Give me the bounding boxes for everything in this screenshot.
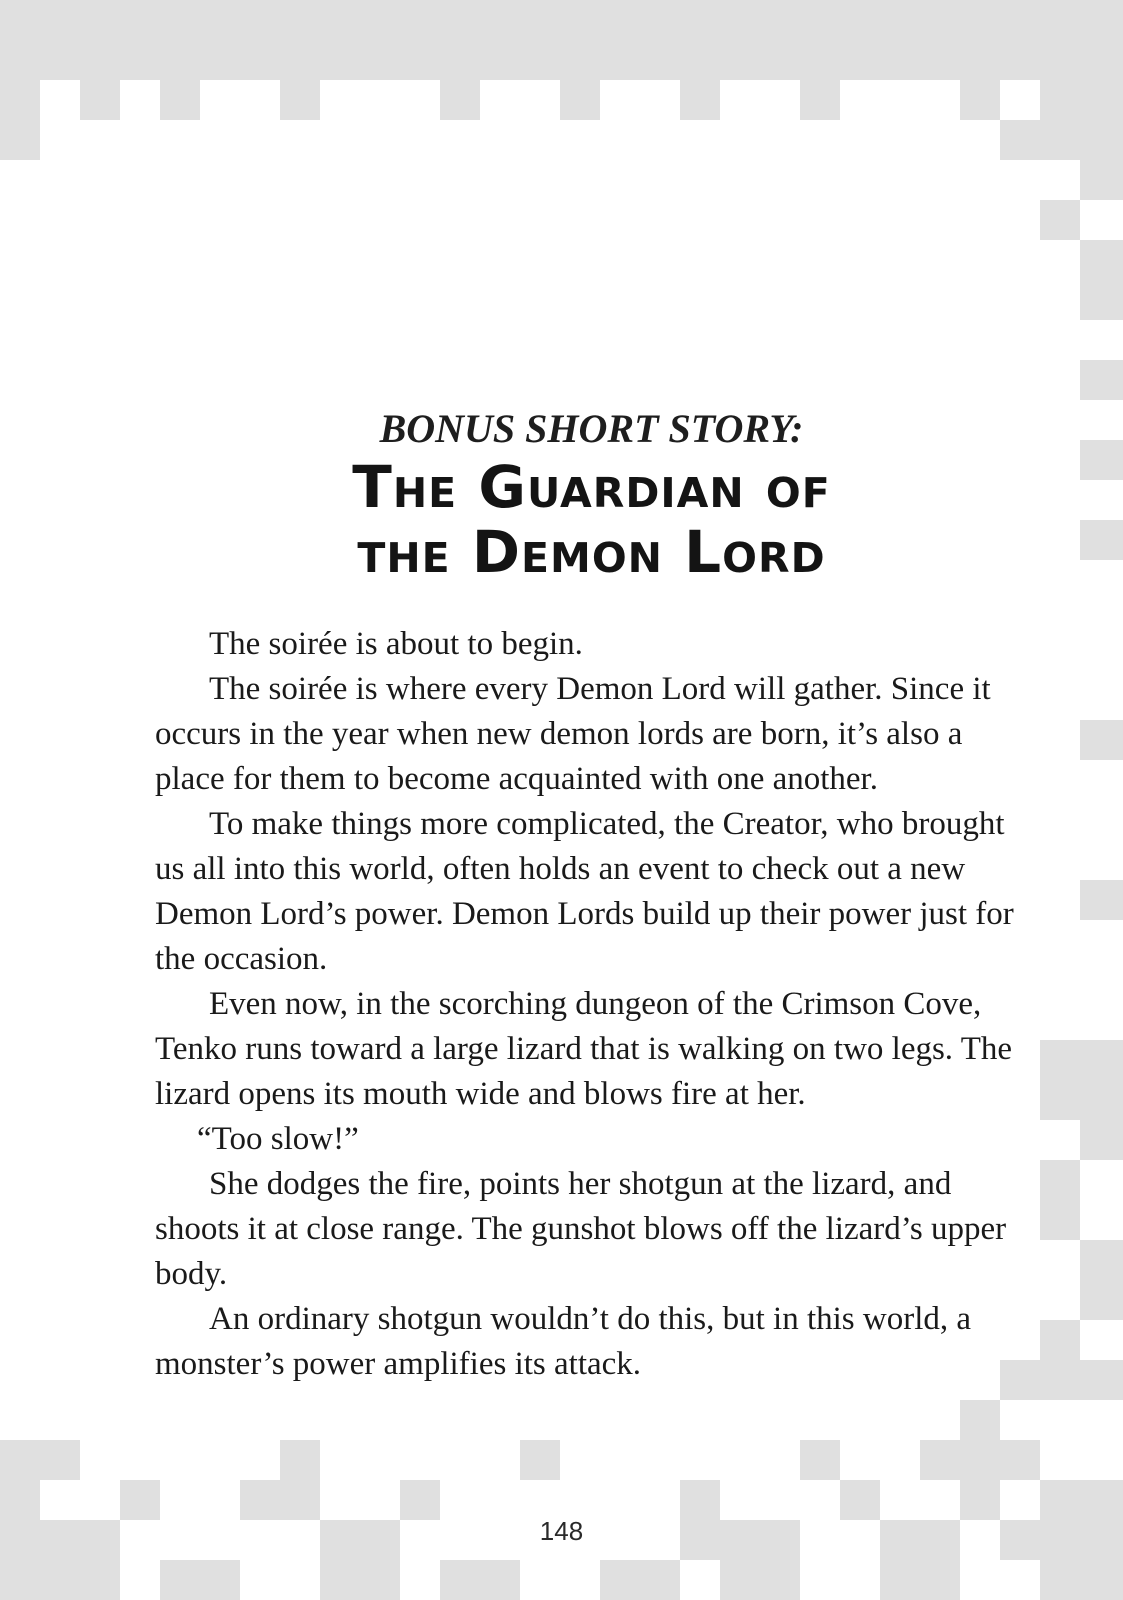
paragraph: She dodges the fire, points her shotgun at the lizard, and shoots it at close range. The gunshot blows off the lizard’s upper body. bbox=[155, 1166, 1007, 1292]
paragraph: The soirée is where every Demon Lord will gather. Since it occurs in the year when new demon lords are born, it’s also a place for them to become acquainted with one another. bbox=[155, 671, 991, 797]
paragraph: An ordinary shotgun wouldn’t do this, but in this world, a monster’s power amplifies its attack. bbox=[155, 1301, 972, 1382]
story-kicker: BONUS SHORT STORY: bbox=[379, 406, 804, 451]
page-number: 148 bbox=[539, 1516, 584, 1546]
story-body bbox=[155, 622, 1030, 1387]
paragraph: To make things more complicated, the Creator, who brought us all into this world, often holds an event to check out a new Demon Lord’s power. Demon Lords build up their power just for the occasion. bbox=[155, 806, 1014, 977]
paragraph: The soirée is about to begin. bbox=[209, 626, 583, 662]
story-title-line-1: The Guardian of bbox=[352, 453, 831, 521]
story-title-line-2: the Demon Lord bbox=[357, 518, 826, 586]
paragraph: Even now, in the scorching dungeon of the Crimson Cove, Tenko runs toward a large lizard that is walking on two legs. The lizard opens its mouth wide and blows fire at her. bbox=[155, 986, 1013, 1112]
story-title bbox=[0, 455, 1123, 585]
paragraph: “Too slow!” bbox=[197, 1121, 359, 1157]
